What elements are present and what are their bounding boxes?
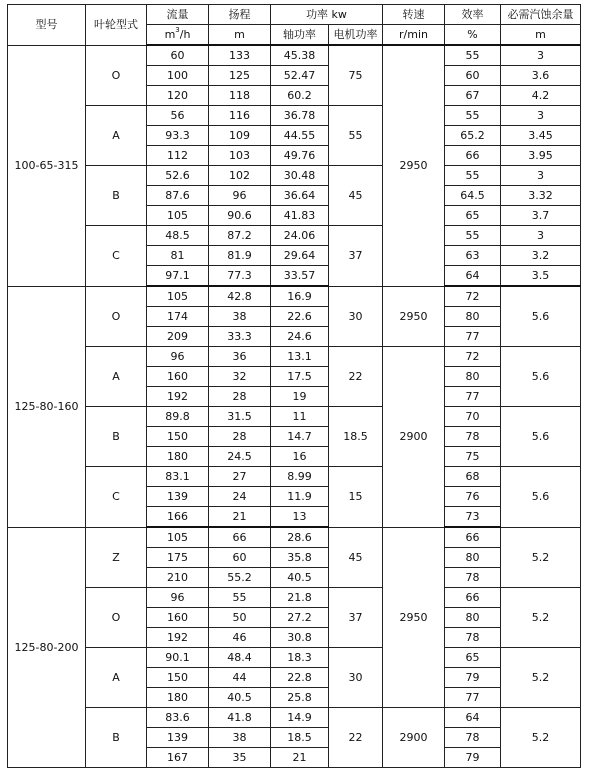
shaft-power-cell: 19 [271,387,329,407]
table-row [8,407,581,427]
shaft-power-cell: 35.8 [271,548,329,568]
speed-cell: 2950 [383,45,445,286]
shaft-power-cell: 25.8 [271,688,329,708]
npsh-cell: 3 [501,166,581,186]
shaft-power-cell: 44.55 [271,126,329,146]
motor-power-cell: 37 [329,226,383,287]
flow-cell: 139 [147,728,209,748]
head-cell: 109 [209,126,271,146]
efficiency-cell: 68 [445,467,501,487]
npsh-cell: 5.2 [501,648,581,708]
efficiency-cell: 78 [445,568,501,588]
header-shaft-power: 轴功率 [271,25,329,46]
head-cell: 28 [209,387,271,407]
shaft-power-cell: 14.7 [271,427,329,447]
head-cell: 81.9 [209,246,271,266]
head-cell: 38 [209,307,271,327]
shaft-power-cell: 28.6 [271,527,329,548]
impeller-type-cell: A [86,106,147,166]
efficiency-cell: 66 [445,527,501,548]
efficiency-cell: 66 [445,146,501,166]
efficiency-cell: 64 [445,708,501,728]
flow-cell: 167 [147,748,209,768]
flow-cell: 56 [147,106,209,126]
table-row [8,708,581,728]
efficiency-cell: 70 [445,407,501,427]
head-cell: 33.3 [209,327,271,347]
flow-cell: 180 [147,447,209,467]
shaft-power-cell: 21.8 [271,588,329,608]
impeller-type-cell: C [86,226,147,287]
shaft-power-cell: 11.9 [271,487,329,507]
shaft-power-cell: 49.76 [271,146,329,166]
npsh-cell: 5.6 [501,286,581,347]
shaft-power-cell: 14.9 [271,708,329,728]
head-cell: 90.6 [209,206,271,226]
efficiency-cell: 78 [445,728,501,748]
shaft-power-cell: 22.8 [271,668,329,688]
motor-power-cell: 22 [329,708,383,768]
npsh-cell: 3.6 [501,66,581,86]
shaft-power-cell: 36.64 [271,186,329,206]
efficiency-cell: 60 [445,66,501,86]
header-speed: 转速 [383,5,445,25]
shaft-power-cell: 41.83 [271,206,329,226]
shaft-power-cell: 11 [271,407,329,427]
shaft-power-cell: 40.5 [271,568,329,588]
npsh-cell: 3.32 [501,186,581,206]
efficiency-cell: 67 [445,86,501,106]
head-cell: 35 [209,748,271,768]
motor-power-cell: 30 [329,286,383,347]
head-cell: 60 [209,548,271,568]
motor-power-cell: 55 [329,106,383,166]
model-cell: 100-65-315 [8,45,86,286]
flow-cell: 174 [147,307,209,327]
shaft-power-cell: 16 [271,447,329,467]
flow-cell: 160 [147,608,209,628]
npsh-cell: 3.95 [501,146,581,166]
impeller-type-cell: O [86,286,147,347]
head-cell: 41.8 [209,708,271,728]
impeller-type-cell: Z [86,527,147,588]
motor-power-cell: 22 [329,347,383,407]
head-cell: 116 [209,106,271,126]
table-row [8,648,581,668]
header-power: 功率 kw [271,5,383,25]
shaft-power-cell: 60.2 [271,86,329,106]
head-cell: 40.5 [209,688,271,708]
efficiency-cell: 66 [445,588,501,608]
header-speed-unit: r/min [383,25,445,46]
npsh-cell: 5.2 [501,527,581,588]
npsh-cell: 5.6 [501,347,581,407]
shaft-power-cell: 13 [271,507,329,528]
npsh-cell: 3.7 [501,206,581,226]
flow-cell: 209 [147,327,209,347]
shaft-power-cell: 8.99 [271,467,329,487]
head-cell: 46 [209,628,271,648]
efficiency-cell: 77 [445,327,501,347]
table-row [8,286,581,307]
efficiency-cell: 78 [445,427,501,447]
shaft-power-cell: 18.3 [271,648,329,668]
table-row [8,467,581,487]
flow-cell: 192 [147,628,209,648]
flow-cell: 105 [147,527,209,548]
flow-cell: 97.1 [147,266,209,287]
efficiency-cell: 72 [445,347,501,367]
efficiency-cell: 65.2 [445,126,501,146]
head-cell: 27 [209,467,271,487]
efficiency-cell: 80 [445,548,501,568]
npsh-cell: 3 [501,226,581,246]
header-motor-power: 电机功率 [329,25,383,46]
header-model: 型号 [8,5,86,46]
npsh-cell: 5.2 [501,588,581,648]
flow-cell: 120 [147,86,209,106]
efficiency-cell: 73 [445,507,501,528]
header-efficiency: 效率 [445,5,501,25]
shaft-power-cell: 27.2 [271,608,329,628]
impeller-type-cell: C [86,467,147,528]
motor-power-cell: 75 [329,45,383,106]
flow-cell: 96 [147,347,209,367]
head-cell: 24 [209,487,271,507]
impeller-type-cell: A [86,347,147,407]
head-cell: 96 [209,186,271,206]
npsh-cell: 4.2 [501,86,581,106]
efficiency-cell: 55 [445,166,501,186]
flow-cell: 139 [147,487,209,507]
efficiency-cell: 75 [445,447,501,467]
head-cell: 28 [209,427,271,447]
motor-power-cell: 30 [329,648,383,708]
header-head: 扬程 [209,5,271,25]
flow-cell: 150 [147,668,209,688]
header-npsh: 必需汽蚀余量 [501,5,581,25]
table-row [8,347,581,367]
shaft-power-cell: 29.64 [271,246,329,266]
efficiency-cell: 77 [445,688,501,708]
model-cell: 125-80-160 [8,286,86,527]
shaft-power-cell: 36.78 [271,106,329,126]
npsh-cell: 3 [501,106,581,126]
shaft-power-cell: 30.8 [271,628,329,648]
shaft-power-cell: 13.1 [271,347,329,367]
efficiency-cell: 77 [445,387,501,407]
efficiency-cell: 64 [445,266,501,287]
speed-cell: 2950 [383,286,445,347]
flow-cell: 210 [147,568,209,588]
table-body [8,45,581,768]
table-row [8,45,581,66]
head-cell: 66 [209,527,271,548]
efficiency-cell: 55 [445,226,501,246]
shaft-power-cell: 16.9 [271,286,329,307]
npsh-cell: 3.45 [501,126,581,146]
flow-cell: 89.8 [147,407,209,427]
flow-cell: 83.6 [147,708,209,728]
impeller-type-cell: O [86,45,147,106]
table-row [8,106,581,126]
shaft-power-cell: 33.57 [271,266,329,287]
npsh-cell: 5.6 [501,407,581,467]
flow-cell: 180 [147,688,209,708]
impeller-type-cell: B [86,708,147,768]
table-row [8,588,581,608]
head-cell: 125 [209,66,271,86]
impeller-type-cell: B [86,407,147,467]
flow-cell: 83.1 [147,467,209,487]
npsh-cell: 3.2 [501,246,581,266]
header-flow: 流量 [147,5,209,25]
shaft-power-cell: 45.38 [271,45,329,66]
pump-performance-table [7,4,581,768]
head-cell: 55 [209,588,271,608]
head-cell: 36 [209,347,271,367]
flow-cell: 150 [147,427,209,447]
head-cell: 133 [209,45,271,66]
header-impeller: 叶轮型式 [86,5,147,46]
shaft-power-cell: 18.5 [271,728,329,748]
head-cell: 48.4 [209,648,271,668]
efficiency-cell: 65 [445,648,501,668]
table-row [8,166,581,186]
motor-power-cell: 18.5 [329,407,383,467]
head-cell: 24.5 [209,447,271,467]
head-cell: 50 [209,608,271,628]
model-cell: 125-80-200 [8,527,86,768]
motor-power-cell: 15 [329,467,383,528]
efficiency-cell: 55 [445,106,501,126]
flow-cell: 48.5 [147,226,209,246]
header-head-unit: m [209,25,271,46]
efficiency-cell: 76 [445,487,501,507]
npsh-cell: 3 [501,45,581,66]
flow-cell: 81 [147,246,209,266]
efficiency-cell: 79 [445,748,501,768]
efficiency-cell: 65 [445,206,501,226]
impeller-type-cell: A [86,648,147,708]
head-cell: 44 [209,668,271,688]
head-cell: 77.3 [209,266,271,287]
motor-power-cell: 37 [329,588,383,648]
motor-power-cell: 45 [329,527,383,588]
efficiency-cell: 80 [445,307,501,327]
efficiency-cell: 63 [445,246,501,266]
flow-cell: 93.3 [147,126,209,146]
shaft-power-cell: 17.5 [271,367,329,387]
flow-cell: 105 [147,286,209,307]
efficiency-cell: 78 [445,628,501,648]
npsh-cell: 3.5 [501,266,581,287]
flow-cell: 90.1 [147,648,209,668]
shaft-power-cell: 21 [271,748,329,768]
impeller-type-cell: B [86,166,147,226]
efficiency-cell: 64.5 [445,186,501,206]
head-cell: 102 [209,166,271,186]
head-cell: 32 [209,367,271,387]
flow-cell: 112 [147,146,209,166]
header-efficiency-unit: % [445,25,501,46]
flow-cell: 105 [147,206,209,226]
speed-cell: 2900 [383,347,445,528]
head-cell: 38 [209,728,271,748]
efficiency-cell: 79 [445,668,501,688]
flow-cell: 160 [147,367,209,387]
head-cell: 31.5 [209,407,271,427]
table-row [8,226,581,246]
head-cell: 118 [209,86,271,106]
efficiency-cell: 80 [445,367,501,387]
flow-cell: 166 [147,507,209,528]
impeller-type-cell: O [86,588,147,648]
flow-cell: 52.6 [147,166,209,186]
flow-cell: 60 [147,45,209,66]
header-flow-unit: $m^3/h$ [147,25,209,46]
flow-cell: 175 [147,548,209,568]
shaft-power-cell: 24.06 [271,226,329,246]
efficiency-cell: 72 [445,286,501,307]
shaft-power-cell: 52.47 [271,66,329,86]
head-cell: 55.2 [209,568,271,588]
flow-cell: 87.6 [147,186,209,206]
shaft-power-cell: 22.6 [271,307,329,327]
head-cell: 87.2 [209,226,271,246]
shaft-power-cell: 24.6 [271,327,329,347]
speed-cell: 2950 [383,527,445,708]
speed-cell: 2900 [383,708,445,768]
head-cell: 42.8 [209,286,271,307]
efficiency-cell: 55 [445,45,501,66]
motor-power-cell: 45 [329,166,383,226]
table-row [8,527,581,548]
flow-cell: 100 [147,66,209,86]
header-npsh-unit: m [501,25,581,46]
head-cell: 21 [209,507,271,528]
efficiency-cell: 80 [445,608,501,628]
flow-cell: 192 [147,387,209,407]
head-cell: 103 [209,146,271,166]
shaft-power-cell: 30.48 [271,166,329,186]
flow-cell: 96 [147,588,209,608]
npsh-cell: 5.2 [501,708,581,768]
npsh-cell: 5.6 [501,467,581,528]
